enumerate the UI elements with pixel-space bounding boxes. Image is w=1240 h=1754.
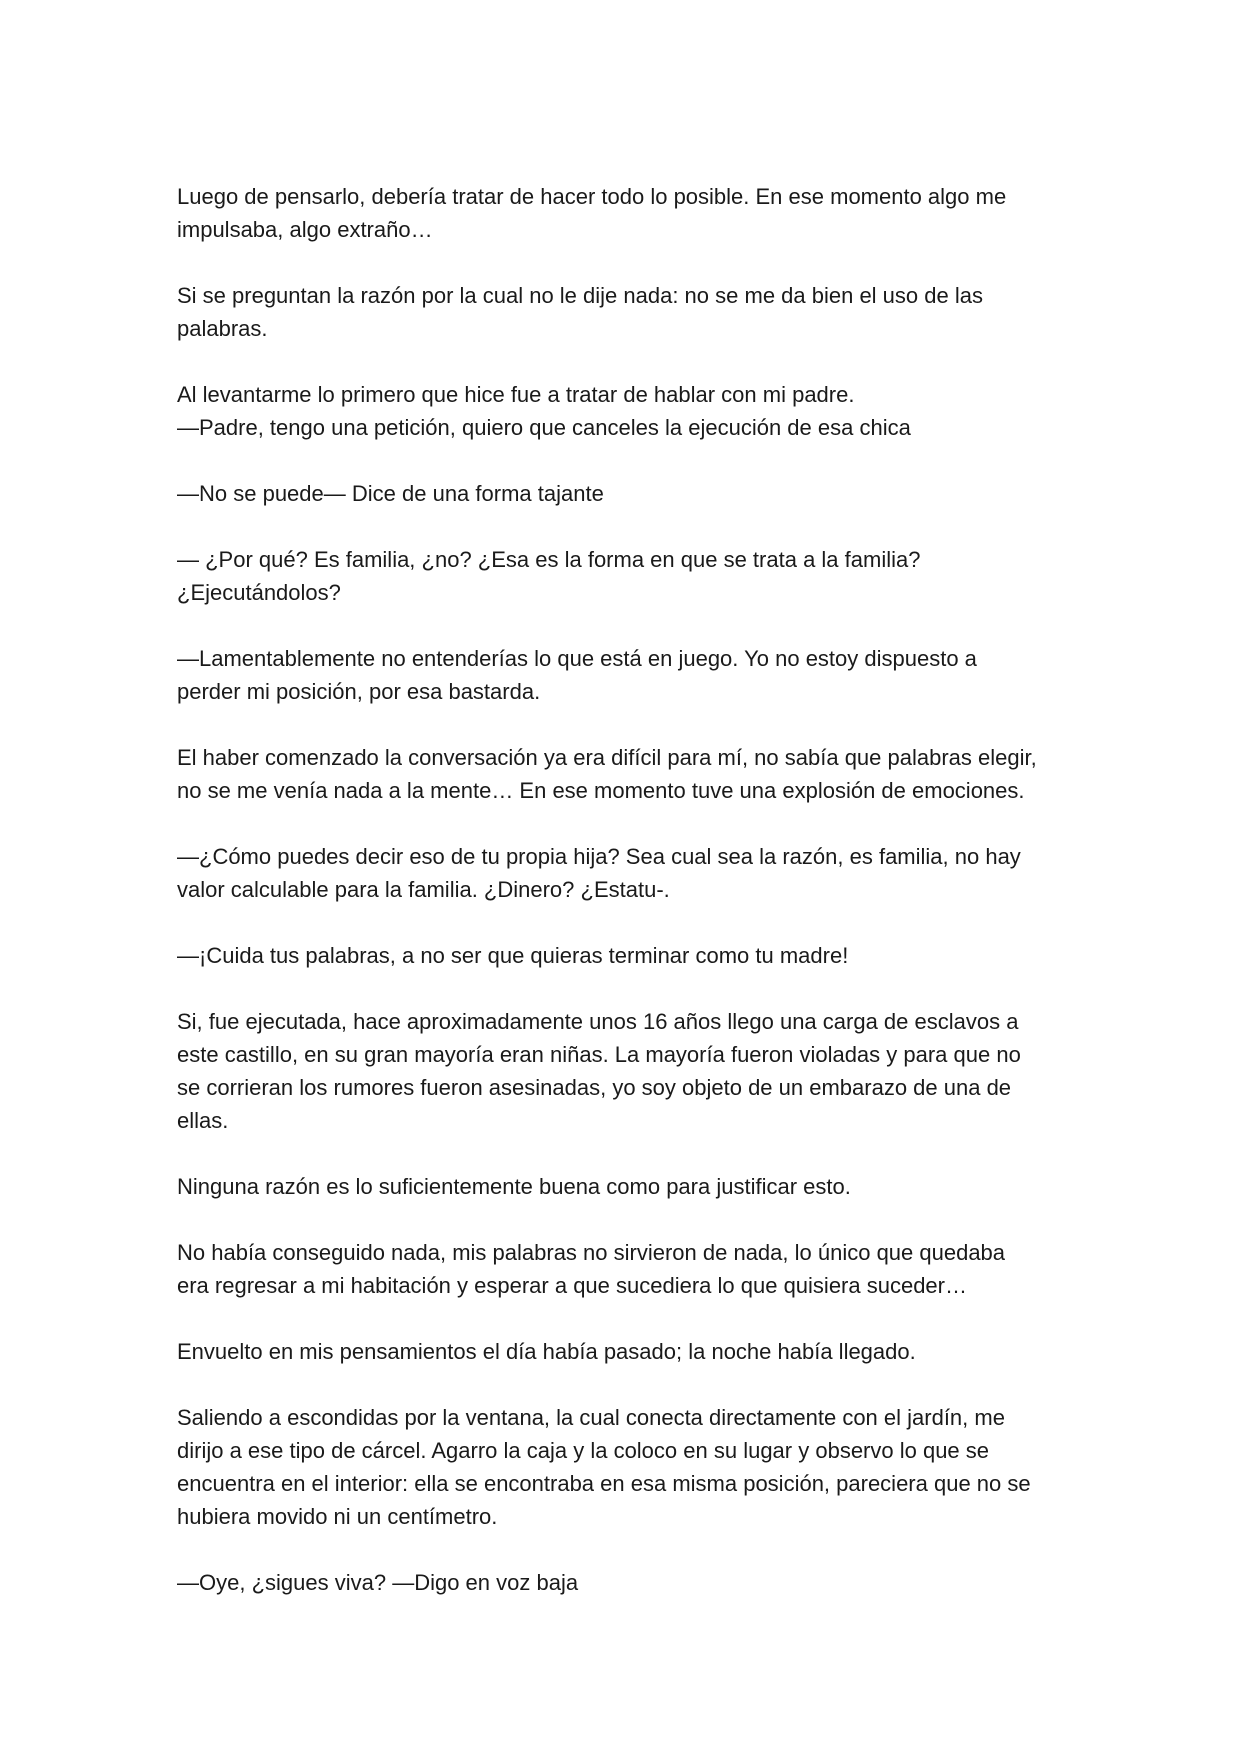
paragraph [177,741,1077,807]
text-line: El haber comenzado la conversación ya era difícil para mí, no sabía que palabras elegir, [177,745,1037,770]
text-line: no se me venía nada a la mente… En ese momento tuve una explosión de emociones. [177,778,1025,803]
paragraph [177,939,1077,972]
text-line: se corrieran los rumores fueron asesinadas, yo soy objeto de un embarazo de una de [177,1075,1012,1100]
text-line: palabras. [177,316,268,341]
paragraph [177,180,1077,246]
text-line: Si, fue ejecutada, hace aproximadamente unos 16 años llego una carga de esclavos a [177,1009,1019,1034]
text-line: valor calculable para la familia. ¿Dinero? ¿Estatu-. [177,877,670,902]
text-line: impulsaba, algo extraño… [177,217,433,242]
text-line: — ¿Por qué? Es familia, ¿no? ¿Esa es la forma en que se trata a la familia? [177,547,921,572]
text-line: —Lamentablemente no entenderías lo que está en juego. Yo no estoy dispuesto a [177,646,977,671]
text-line: ellas. [177,1108,229,1133]
text-line: Al levantarme lo primero que hice fue a tratar de hablar con mi padre. [177,382,855,407]
text-line: —Padre, tengo una petición, quiero que canceles la ejecución de esa chica [177,415,911,440]
text-line: encuentra en el interior: ella se encontraba en esa misma posición, pareciera que no se [177,1471,1031,1496]
paragraph [177,543,1077,609]
paragraph [177,378,1077,444]
text-line: —No se puede— Dice de una forma tajante [177,481,604,506]
text-line: Envuelto en mis pensamientos el día había pasado; la noche había llegado. [177,1339,916,1364]
text-line: hubiera movido ni un centímetro. [177,1504,498,1529]
paragraph [177,642,1077,708]
paragraph [177,1236,1077,1302]
text-line: perder mi posición, por esa bastarda. [177,679,541,704]
text-line: dirijo a ese tipo de cárcel. Agarro la caja y la coloco en su lugar y observo lo que se [177,1438,990,1463]
paragraph [177,1005,1077,1137]
paragraph [177,279,1077,345]
text-line: —¿Cómo puedes decir eso de tu propia hija? Sea cual sea la razón, es familia, no hay [177,844,1021,869]
document-body [177,180,1077,1632]
text-line: No había conseguido nada, mis palabras no sirvieron de nada, lo único que quedaba [177,1240,1006,1265]
text-line: Ninguna razón es lo suficientemente buena como para justificar esto. [177,1174,851,1199]
paragraph [177,840,1077,906]
text-line: —Oye, ¿sigues viva? —Digo en voz baja [177,1570,579,1595]
paragraph [177,1566,1077,1599]
text-line: —¡Cuida tus palabras, a no ser que quieras terminar como tu madre! [177,943,849,968]
text-line: Si se preguntan la razón por la cual no le dije nada: no se me da bien el uso de las [177,283,983,308]
paragraph [177,1335,1077,1368]
paragraph [177,1170,1077,1203]
paragraph [177,477,1077,510]
text-line: ¿Ejecutándolos? [177,580,341,605]
text-line: Luego de pensarlo, debería tratar de hacer todo lo posible. En ese momento algo me [177,184,1007,209]
text-line: este castillo, en su gran mayoría eran niñas. La mayoría fueron violadas y para que no [177,1042,1021,1067]
paragraph [177,1401,1077,1533]
text-line: Saliendo a escondidas por la ventana, la cual conecta directamente con el jardín, me [177,1405,1005,1430]
text-line: era regresar a mi habitación y esperar a que sucediera lo que quisiera suceder… [177,1273,967,1298]
